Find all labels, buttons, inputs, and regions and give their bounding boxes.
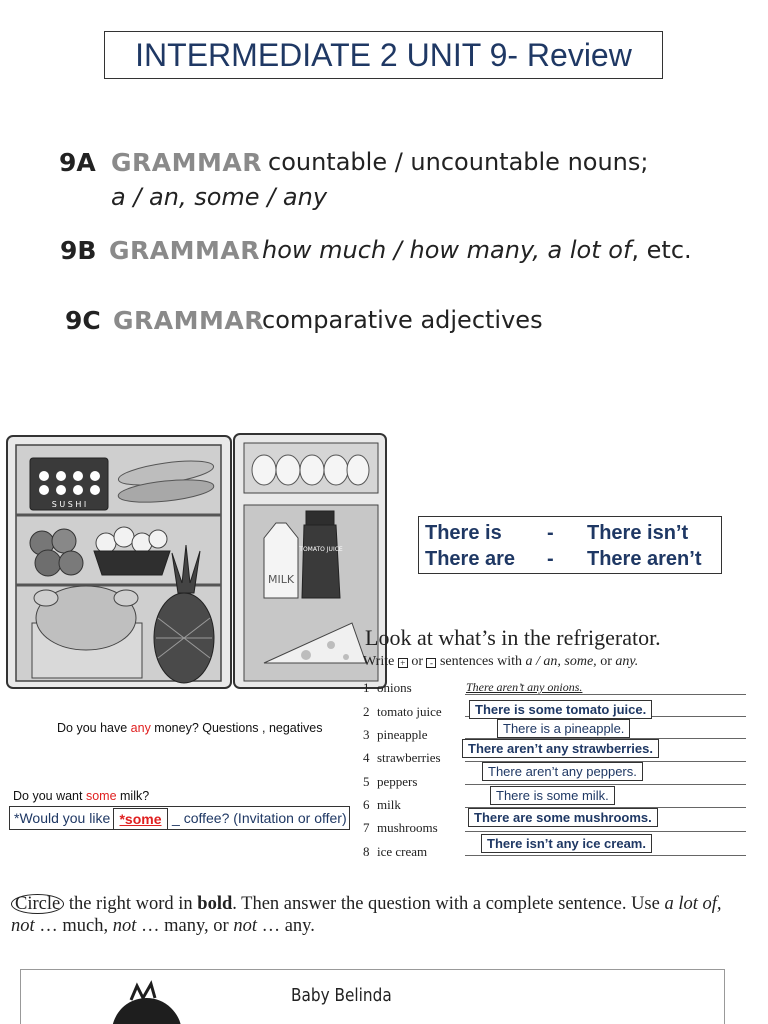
item-number: 5 [363,774,370,789]
note-text: Do you want [13,789,86,803]
example-answer: There aren’t any onions. [466,680,583,694]
grammar-code: 9B [60,236,97,265]
mushroom-bowl [94,527,170,575]
grammar-code: 9C [65,306,101,335]
item-word: tomato juice [377,704,442,719]
card-heading: Baby Belinda [291,985,392,1006]
answer-box: There isn’t any ice cream. [481,834,652,853]
answer-box: There are some mushrooms. [468,808,658,827]
circle-mark [351,1020,391,1024]
answer-box: There is a pineapple. [497,719,630,738]
item-number: 4 [363,750,370,765]
instr-italic: not [11,916,35,936]
instr-text: or [600,654,612,669]
circle-instruction-line1 [11,894,722,915]
item-number: 6 [363,797,370,812]
note-text: money? Questions , negatives [150,721,323,735]
grammar-label: GRAMMAR [113,306,264,335]
any-note [57,721,322,735]
grammar-desc-line2: a / an, some / any [111,183,328,211]
grammar-label: GRAMMAR [111,148,262,177]
item-number: 2 [363,704,370,719]
answer-box: There is some tomato juice. [469,700,652,719]
item-number: 8 [363,844,370,859]
page-title: INTERMEDIATE 2 UNIT 9- Review [104,31,663,79]
note-text: milk? [116,789,150,803]
item-word: peppers [377,774,418,789]
instr-words: a / an, some, [525,654,597,669]
there-are-label: There are [425,548,516,570]
instr-italic: a lot of, [664,894,722,914]
chicken [32,586,142,678]
refrigerator-illustration [6,433,390,691]
note-text: *Would you like [14,810,111,826]
minus-box: - [426,658,436,668]
answer-box: There aren’t any strawberries. [462,739,659,758]
exercise-heading: Look at what’s in the refrigerator. [365,625,661,650]
instr-text: . Then answer the question with a complete sentence. Use [232,894,665,914]
instr-text: sentences with [439,654,523,669]
item-number: 3 [363,727,370,742]
milk-bottle [264,523,298,598]
note-text: Do you have [57,721,131,735]
instr-text: the right word in [64,894,198,914]
instr-text: … many, or [136,916,234,936]
some-answer-box: *some [113,808,168,830]
instr-text: … much, [34,916,113,936]
answer-box: There aren’t any peppers. [482,762,643,781]
exercise-instructions [363,654,638,670]
highlight-any: any [130,721,151,735]
grammar-desc: comparative adjectives [262,306,543,334]
some-note [13,789,149,803]
item-word: ice cream [377,844,428,859]
grammar-desc-italic: how much / how many, a lot of [262,236,632,264]
instr-bold: bold [197,894,233,914]
answer-line [465,784,746,785]
item-word: mushrooms [377,820,438,835]
there-arent-label: There aren’t [587,548,702,570]
there-is-are-box [418,516,722,574]
item-word: milk [377,797,401,812]
milk-label: MILK [267,573,295,586]
answer-box: There is some milk. [490,786,615,805]
answer-line [465,831,746,832]
dash: - [547,548,554,570]
grammar-desc [262,236,692,264]
circle-instruction-line2 [11,916,315,937]
highlight-some: some [85,789,117,803]
baby-belinda-card [20,969,725,1024]
sushi-label: S U S H I [51,500,87,509]
grammar-desc: countable / uncountable nouns; [268,148,649,176]
instr-text: … any. [256,916,315,936]
item-number: 1 [363,680,370,695]
item-word: strawberries [377,750,441,765]
item-word: pineapple [377,727,428,742]
baby-illustration [91,978,211,1024]
instr-italic: not [233,916,257,936]
instr-italic: not [112,916,137,936]
sushi-box [30,458,108,510]
note-text: _ coffee? (Invitation or offer) [172,810,347,826]
circled-word: Circle [11,894,64,914]
answer-line [465,855,746,856]
instr-text: or [411,654,423,669]
there-is-label: There is [425,522,502,544]
juice-label: TOMATO JUICE [299,546,343,553]
grammar-desc-rest: , etc. [631,236,692,264]
would-you-like-box [9,806,350,830]
there-isnt-label: There isn’t [587,522,689,544]
grammar-label: GRAMMAR [109,236,260,265]
item-number: 7 [363,820,370,835]
plus-box: + [398,658,408,668]
item-word: onions [377,680,412,695]
instr-any: any. [615,654,639,669]
instr-text: Write [363,654,395,669]
grammar-code: 9A [59,148,96,177]
dash: - [547,522,554,544]
